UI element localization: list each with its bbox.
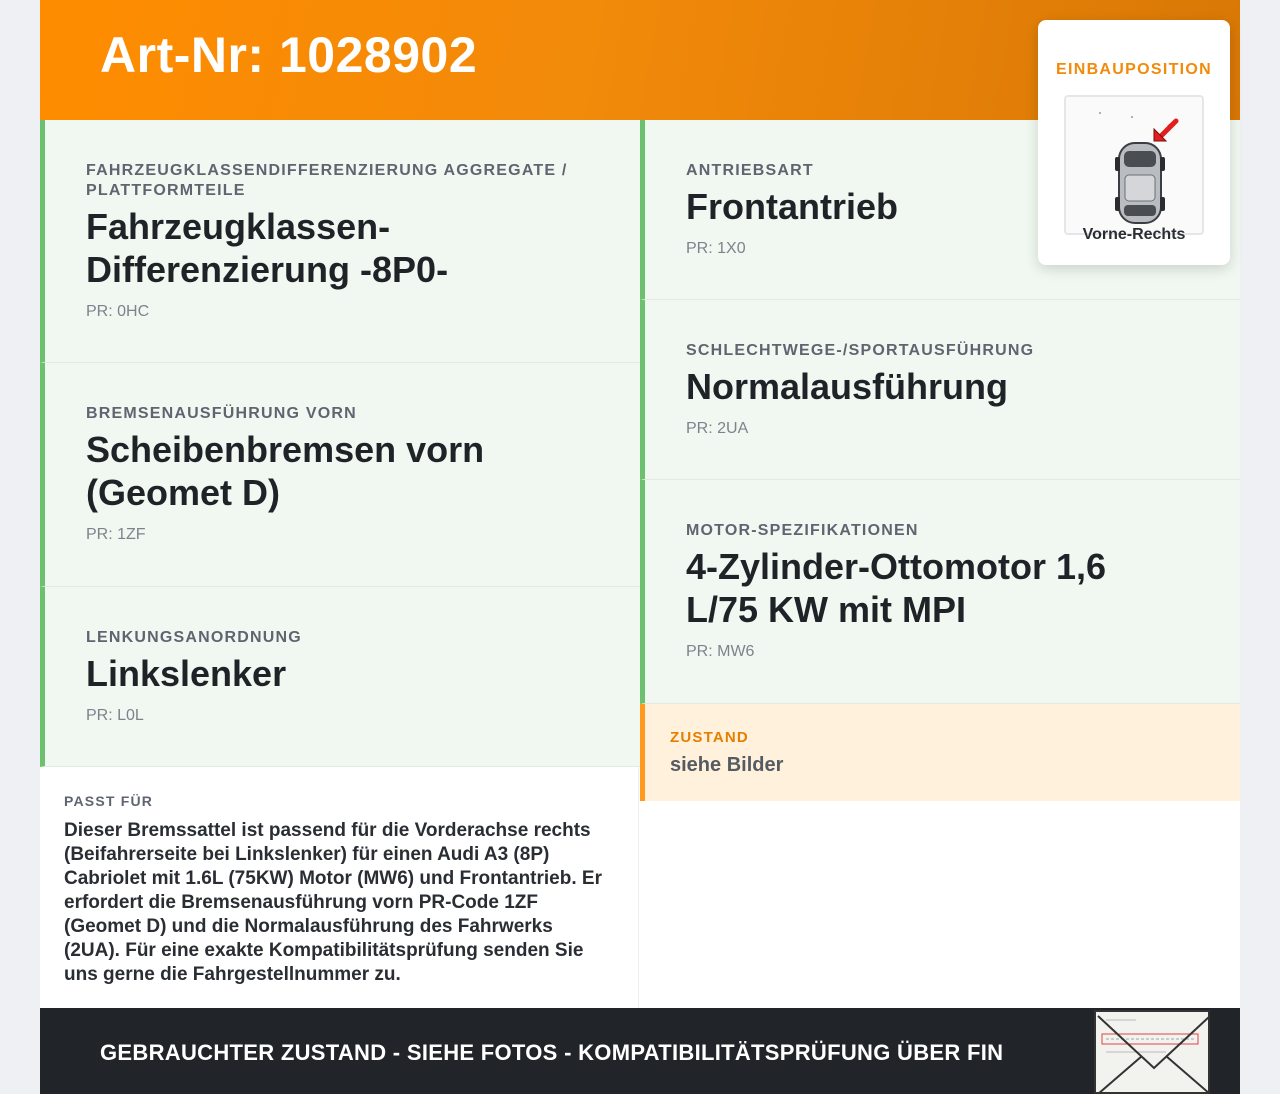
- spec-value: Normalausführung: [686, 366, 1009, 407]
- zustand-value: siehe Bilder: [670, 754, 784, 776]
- footer-bar: [40, 1008, 1240, 1094]
- spec-card: [40, 587, 640, 767]
- zustand-label: ZUSTAND: [670, 729, 749, 746]
- spec-value: Frontantrieb: [686, 186, 898, 227]
- spec-label: SCHLECHTWEGE-/SPORTAUSFÜHRUNG: [686, 342, 1035, 359]
- spec-card: [40, 120, 640, 363]
- spec-card: [640, 300, 1240, 480]
- einbauposition-caption: Vorne-Rechts: [1082, 226, 1186, 243]
- einbauposition-title: EINBAUPOSITION: [1056, 61, 1212, 78]
- spec-pr-code: PR: 1ZF: [86, 526, 146, 543]
- spec-pr-code: PR: 0HC: [86, 303, 150, 320]
- spec-label: ANTRIEBSART: [686, 162, 814, 179]
- page-title: Art-Nr: 1028902: [100, 27, 478, 83]
- spec-label: BREMSENAUSFÜHRUNG VORN: [86, 405, 357, 422]
- envelope-document-icon: [1094, 1010, 1210, 1094]
- spec-pr-code: PR: 1X0: [686, 240, 746, 257]
- compatibility-section: [40, 767, 639, 1008]
- spec-value: 4-Zylinder-Ottomotor 1,6 L/75 KW mit MPI: [686, 546, 1107, 630]
- spec-card: [640, 480, 1240, 704]
- specs-left-column: [40, 120, 640, 767]
- spec-value: Scheibenbremsen vorn (Geomet D): [86, 429, 485, 513]
- spec-value: Linkslenker: [86, 653, 287, 694]
- compatibility-label: PASST FÜR: [64, 793, 154, 809]
- compatibility-text: Dieser Bremssattel ist passend für die Vorderachse rechts (Beifahrerseite bei Linkslenker) für einen Audi A3 (8P) Cabriolet mit 1.6L (75KW) Motor (MW6) und Frontantrieb. Er erfordert die Bremsenausführung vorn PR-Code 1ZF (Geomet D) und die Normalausführung des Fahrwerks (2UA). Für eine exakte Kompatibilitätsprüfung senden Sie uns gerne die Fahrgestellnummer zu.: [64, 820, 602, 985]
- spec-label: FAHRZEUGKLASSENDIFFERENZIERUNG AGGREGATE / PLATTFORMTEILE: [86, 162, 568, 199]
- footer-text: GEBRAUCHTER ZUSTAND - SIEHE FOTOS - KOMPATIBILITÄTSPRÜFUNG ÜBER FIN: [100, 1040, 1004, 1065]
- spec-pr-code: PR: L0L: [86, 707, 144, 724]
- spec-pr-code: PR: MW6: [686, 643, 755, 660]
- einbauposition-card: [1038, 20, 1230, 265]
- spec-pr-code: PR: 2UA: [686, 420, 749, 437]
- spec-label: LENKUNGSANORDNUNG: [86, 629, 302, 646]
- spec-value: Fahrzeugklassen-Differenzierung -8P0-: [86, 206, 449, 290]
- spec-label: MOTOR-SPEZIFIKATIONEN: [686, 522, 919, 539]
- car-top-view-icon: [1064, 95, 1204, 235]
- spec-card: [40, 363, 640, 587]
- zustand-card: [640, 704, 1240, 801]
